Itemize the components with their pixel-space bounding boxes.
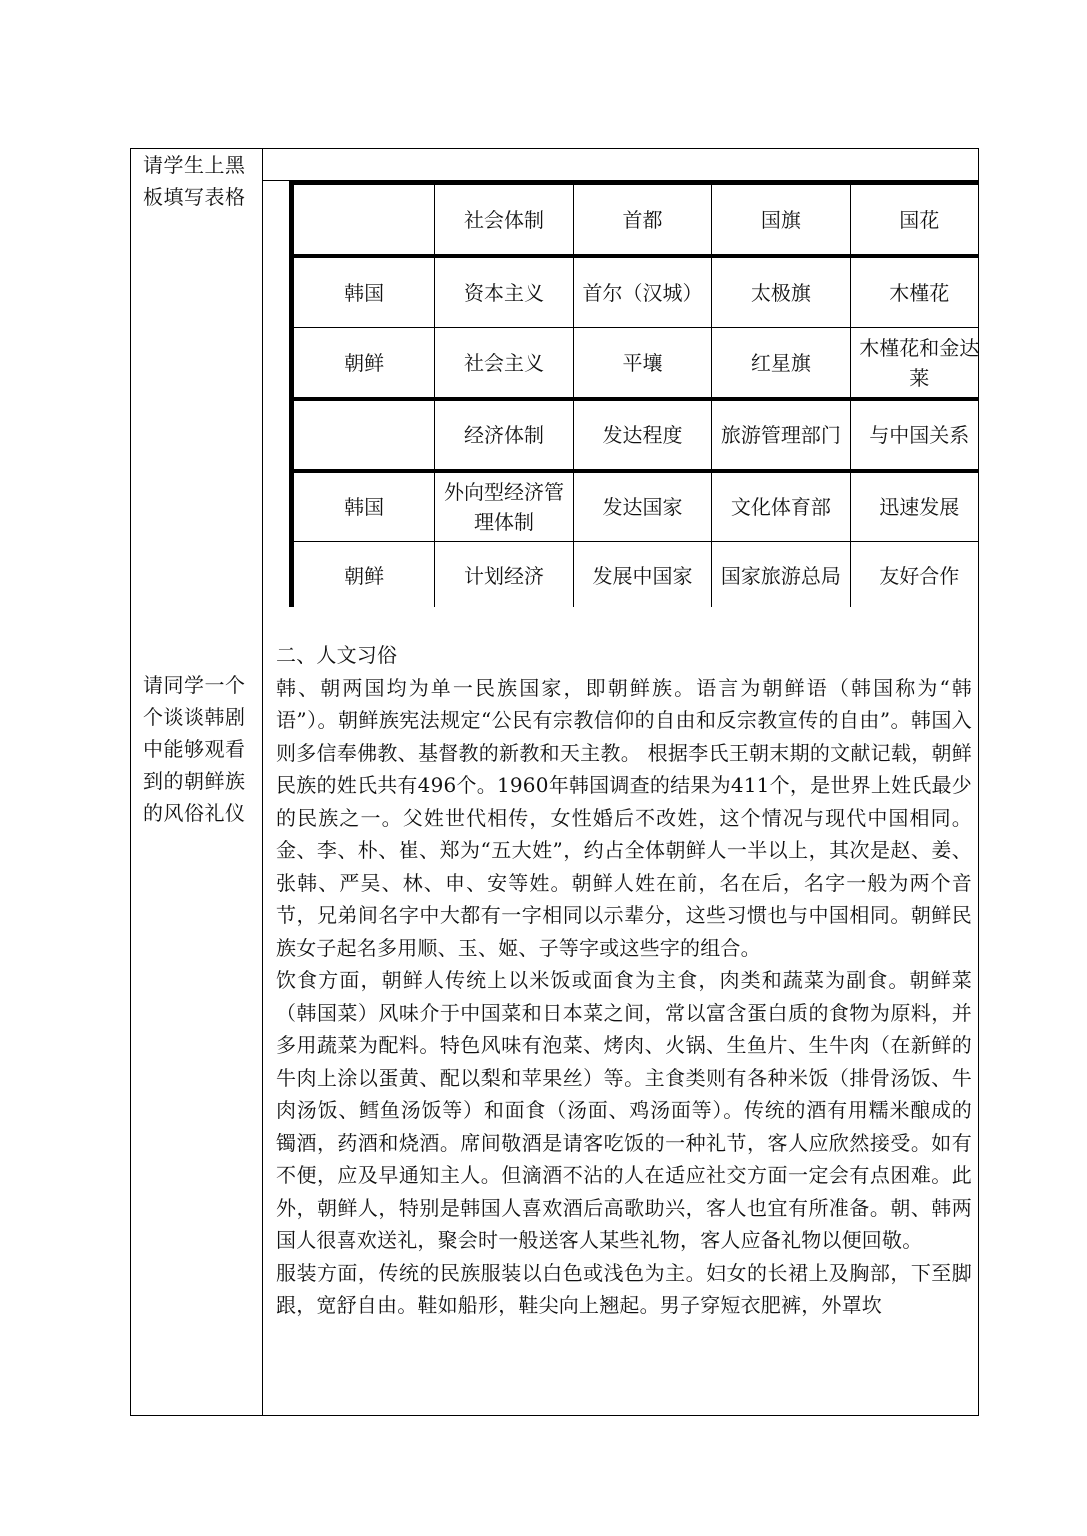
lesson-plan-frame — [130, 148, 979, 1416]
table-cell: 韩国 — [292, 471, 435, 542]
table-cell: 木槿花和金达莱 — [850, 328, 979, 400]
table-cell — [292, 183, 435, 256]
table-cell: 资本主义 — [435, 256, 573, 328]
country-comparison-table-wrap — [289, 181, 979, 607]
table-cell: 平壤 — [573, 328, 712, 400]
table-cell: 与中国关系 — [850, 399, 979, 471]
customs-section — [276, 639, 972, 1322]
table-cell: 首尔（汉城） — [573, 256, 712, 328]
table-cell: 旅游管理部门 — [712, 399, 850, 471]
table-cell — [292, 399, 435, 471]
table-header-row — [292, 183, 980, 256]
table-header-row — [292, 399, 980, 471]
table-row — [292, 471, 980, 542]
paragraph-clothing: 服装方面，传统的民族服装以白色或浅色为主。妇女的长裙上及胸部，下至脚跟，宽舒自由。鞋如船形，鞋尖向上翘起。男子穿短衣肥裤，外罩坎 — [276, 1260, 972, 1317]
table-cell: 木槿花 — [850, 256, 979, 328]
table-cell: 红星旗 — [712, 328, 850, 400]
paragraph-names-religion: 韩、朝两国均为单一民族国家，即朝鲜族。语言为朝鲜语（韩国称为“韩语”）。朝鲜族宪法规定“公民有宗教信仰的自由和反宗教宣传的自由”。韩国入则多信奉佛教、基督教的新教和天主教。 根据李氏王朝末期的文献记载，朝鲜民族的姓氏共有496个。1960年韩国调查的结果为411个，是世界上姓氏最少的民族之一。父姓世代相传，女性婚后不改姓，这个情况与现代中国相同。金、李、朴、崔、郑为“五大姓”，约占全体朝鲜人一半以上，其次是赵、姜、张韩、严吴、林、申、安等姓。朝鲜人姓在前，名在后，名字一般为两个音节，兄弟间名字中大都有一字相同以示辈分，这些习惯也与中国相同。朝鲜民族女子起名多用顺、玉、姬、子等字或这些字的组合。 — [276, 675, 972, 960]
table-cell: 发展中国家 — [573, 542, 712, 608]
table-cell: 社会体制 — [435, 183, 573, 256]
table-cell: 文化体育部 — [712, 471, 850, 542]
table-cell: 国家旅游总局 — [712, 542, 850, 608]
table-cell: 太极旗 — [712, 256, 850, 328]
table-cell: 朝鲜 — [292, 542, 435, 608]
table-cell: 外向型经济管理体制 — [435, 471, 573, 542]
table-cell: 发达国家 — [573, 471, 712, 542]
table-cell: 首都 — [573, 183, 712, 256]
table-cell: 朝鲜 — [292, 328, 435, 400]
table-cell: 迅速发展 — [850, 471, 979, 542]
table-cell: 国花 — [850, 183, 979, 256]
teacher-note-discuss-customs: 请同学一个个谈谈韩剧中能够观看到的朝鲜族的风俗礼仪 — [143, 673, 246, 825]
table-row — [292, 542, 980, 608]
table-cell: 韩国 — [292, 256, 435, 328]
paragraph-food: 饮食方面，朝鲜人传统上以米饭或面食为主食，肉类和蔬菜为副食。朝鲜菜（韩国菜）风味介于中国菜和日本菜之间，常以富含蛋白质的食物为原料，并多用蔬菜为配料。特色风味有泡菜、烤肉、火锅、生鱼片、生牛肉（在新鲜的牛肉上涂以蛋黄、配以梨和苹果丝）等。主食类则有各种米饭（排骨汤饭、牛肉汤饭、鳕鱼汤饭等）和面食（汤面、鸡汤面等）。传统的酒有用糯米酿成的镯酒，药酒和烧酒。席间敬酒是请客吃饭的一种礼节，客人应欣然接受。如有不便，应及早通知主人。但滴酒不沾的人在适应社交方面一定会有点困难。此外，朝鲜人，特别是韩国人喜欢酒后高歌助兴，客人也宜有所准备。朝、韩两国人很喜欢送礼，聚会时一般送客人某些礼物，客人应备礼物以便回敬。 — [276, 968, 972, 1252]
table-cell: 计划经济 — [435, 542, 573, 608]
table-cell: 友好合作 — [850, 542, 979, 608]
table-cell: 社会主义 — [435, 328, 573, 400]
teacher-note-fill-table: 请学生上黑板填写表格 — [143, 153, 246, 209]
section-heading: 二、人文习俗 — [276, 643, 398, 667]
column-divider — [262, 149, 263, 1415]
country-comparison-table — [289, 181, 979, 607]
table-cell: 国旗 — [712, 183, 850, 256]
table-cell: 发达程度 — [573, 399, 712, 471]
table-row — [292, 256, 980, 328]
table-row — [292, 328, 980, 400]
table-cell: 经济体制 — [435, 399, 573, 471]
